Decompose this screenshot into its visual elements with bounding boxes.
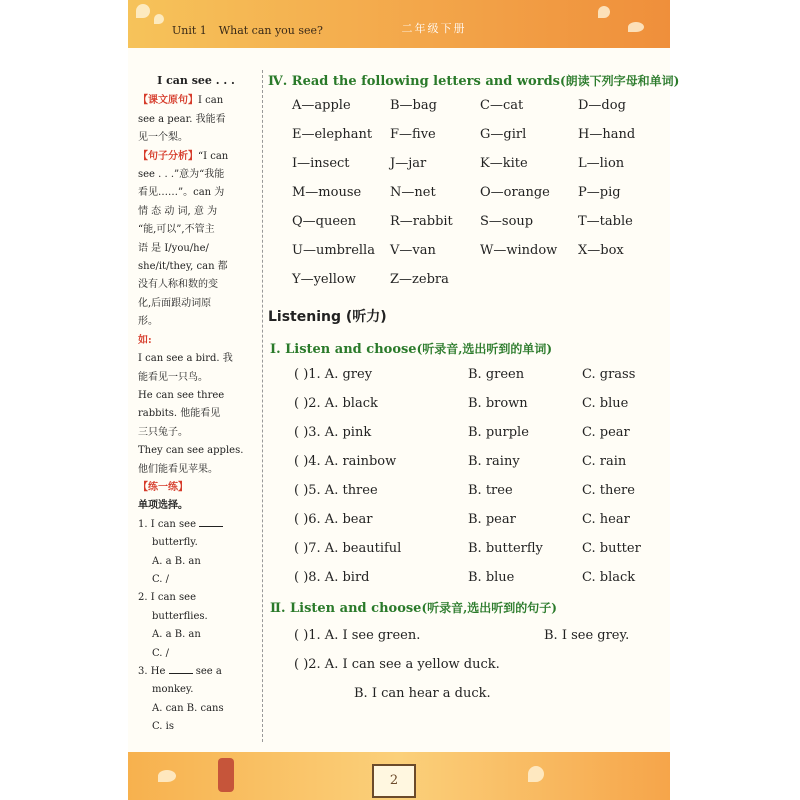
section-2-heading: Ⅱ. Listen and choose: [270, 601, 422, 616]
q1-text-cont: butterfly.: [152, 537, 198, 549]
sidebar-text-run: 三只兔子。: [138, 426, 188, 438]
sidebar-heading: I can see . . .: [157, 74, 235, 87]
page-number: 2: [372, 764, 416, 798]
letter-word: V—van: [390, 243, 436, 258]
listen-question-row: [294, 512, 674, 541]
sidebar-text-run: 语 是 I/you/he/: [138, 242, 209, 254]
section-2-cn: (听录音,选出听到的句子): [421, 601, 557, 615]
practice-title: 单项选择。: [138, 500, 188, 512]
sidebar-text-run: 看见……”。can 为: [138, 187, 225, 199]
answer-option[interactable]: ( )8. A. bird: [294, 570, 370, 585]
q1-text: 1. I can see: [138, 518, 196, 530]
sidebar-notes: [138, 72, 254, 737]
unit-label: [172, 24, 323, 37]
letter-word: X—box: [578, 243, 624, 258]
letter-word: B—bag: [390, 98, 437, 113]
q3-options: A. can B. cans: [152, 702, 224, 714]
sidebar-text-run: 情 态 动 词, 意 为: [138, 205, 218, 217]
sidebar-text-run: 化,后面跟动词原: [138, 297, 212, 309]
question-2-option-a[interactable]: ( )2. A. I can see a yellow duck.: [294, 657, 500, 672]
leaf-icon: [136, 4, 150, 18]
page-header: [128, 0, 670, 48]
listening-heading: Listening: [268, 309, 341, 325]
section-4-title: [268, 72, 679, 89]
answer-option[interactable]: C. pear: [582, 425, 630, 440]
letter-word: U—umbrella: [292, 243, 375, 258]
answer-option[interactable]: C. butter: [582, 541, 641, 556]
letter-word-row: [292, 127, 672, 156]
question-1-option-a[interactable]: ( )1. A. I see green.: [294, 628, 421, 643]
answer-option[interactable]: ( )7. A. beautiful: [294, 541, 402, 556]
answer-blank[interactable]: [169, 663, 193, 674]
letter-word-row: [292, 98, 672, 127]
listening-title: [268, 306, 387, 326]
sidebar-text-run: 他们能看见苹果。: [138, 463, 218, 475]
letter-word: J—jar: [390, 156, 427, 171]
letter-word: A—apple: [292, 98, 351, 113]
leaf-icon: [628, 22, 644, 32]
letter-word-row: [292, 185, 672, 214]
answer-option[interactable]: ( )1. A. grey: [294, 367, 373, 382]
answer-blank[interactable]: [199, 516, 223, 527]
listening-cn: (听力): [345, 309, 387, 325]
answer-option[interactable]: B. brown: [468, 396, 528, 411]
unit-number: Unit 1: [172, 24, 207, 37]
answer-option[interactable]: B. green: [468, 367, 525, 382]
sidebar-text-run: I can see a bird. 我: [138, 353, 233, 365]
answer-option[interactable]: B. butterfly: [468, 541, 543, 556]
q3-text-b: see a: [195, 666, 222, 677]
leaf-icon: [598, 6, 610, 18]
answer-option[interactable]: C. there: [582, 483, 635, 498]
letter-word: R—rabbit: [390, 214, 453, 229]
listen-question-row: [294, 425, 674, 454]
sidebar-text-run: see . . .”意为“我能: [138, 169, 225, 181]
listen-question-row: [294, 483, 674, 512]
practice-q2: 2. I can see: [138, 592, 196, 604]
letter-word: H—hand: [578, 127, 636, 142]
sidebar-label: 【句子分析】: [138, 150, 198, 162]
sidebar-text-run: “能,可以”,不管主: [138, 224, 215, 236]
listen-question-row: [294, 570, 674, 599]
answer-option[interactable]: B. rainy: [468, 454, 520, 469]
practice-q1: [138, 516, 254, 534]
listen-question-row: [294, 454, 674, 483]
q1-option-c: C. /: [152, 573, 170, 585]
sidebar-label: 【练一练】: [138, 481, 188, 493]
sentence-question-2-b: [294, 686, 674, 715]
letter-word: I—insect: [292, 156, 350, 171]
letter-word: N—net: [390, 185, 436, 200]
letter-word: C—cat: [480, 98, 524, 113]
q2-options: A. a B. an: [152, 629, 201, 641]
section-4-heading: Ⅳ. Read the following letters and words: [268, 74, 560, 89]
sidebar-label: 如:: [138, 334, 152, 346]
q3-option-c: C. is: [152, 721, 174, 733]
answer-option[interactable]: ( )2. A. black: [294, 396, 378, 411]
sidebar-text-run: see a pear. 我能看: [138, 113, 226, 125]
scarecrow-icon: [218, 758, 234, 792]
answer-option[interactable]: C. grass: [582, 367, 636, 382]
sidebar-text-run: 没有人称和数的变: [138, 279, 218, 291]
page-footer: [128, 752, 670, 800]
grade-label: 二年级下册: [401, 22, 467, 35]
answer-option[interactable]: C. rain: [582, 454, 627, 469]
section-1-heading: Ⅰ. Listen and choose: [270, 342, 417, 357]
unit-title: What can you see?: [218, 24, 323, 37]
letter-word: E—elephant: [292, 127, 373, 142]
letter-word: T—table: [578, 214, 633, 229]
letter-word: Y—yellow: [292, 272, 356, 287]
column-divider: [262, 70, 263, 742]
leaf-icon: [154, 14, 164, 24]
letter-word-row: [292, 243, 672, 272]
letter-word: O—orange: [480, 185, 550, 200]
leaf-icon: [158, 770, 176, 782]
letter-word: G—girl: [480, 127, 527, 142]
letter-word: W—window: [480, 243, 558, 258]
letter-word: Q—queen: [292, 214, 357, 229]
sidebar-text-run: I can: [198, 95, 224, 107]
q3-text: 3. He: [138, 666, 166, 677]
letter-word: M—mouse: [292, 185, 362, 200]
letter-word-row: [292, 156, 672, 185]
question-2-option-b[interactable]: B. I can hear a duck.: [354, 686, 491, 701]
letter-word: S—soup: [480, 214, 534, 229]
letter-word-row: [292, 272, 672, 301]
leaf-icon: [528, 766, 544, 782]
sidebar-text-run: “I can: [198, 150, 229, 162]
answer-option[interactable]: C. hear: [582, 512, 630, 527]
q3-text-cont: monkey.: [152, 684, 194, 696]
sidebar-text-run: 见一个梨。: [138, 132, 188, 144]
sidebar-text-run: He can see three: [138, 389, 225, 401]
letter-word: K—kite: [480, 156, 528, 171]
letter-word: D—dog: [578, 98, 626, 113]
letter-word-row: [292, 214, 672, 243]
listen-question-row: [294, 367, 674, 396]
sidebar-text-run: They can see apples.: [138, 445, 244, 457]
answer-option[interactable]: ( )6. A. bear: [294, 512, 373, 527]
sidebar-text-run: 能看见一只鸟。: [138, 371, 208, 383]
q1-options: A. a B. an: [152, 555, 201, 567]
sidebar-text: [138, 92, 254, 497]
answer-option[interactable]: ( )3. A. pink: [294, 425, 372, 440]
section-4-cn: (朗读下列字母和单词): [559, 74, 680, 88]
sidebar-text-run: 形。: [138, 316, 158, 328]
answer-option[interactable]: C. blue: [582, 396, 629, 411]
q2-option-c: C. /: [152, 647, 170, 659]
letter-word: P—pig: [578, 185, 621, 200]
sentence-question-2: [294, 657, 674, 686]
section-2-title: [270, 599, 557, 616]
question-1-option-b[interactable]: B. I see grey.: [544, 628, 630, 643]
answer-option[interactable]: B. purple: [468, 425, 529, 440]
q2-text-cont: butterflies.: [152, 610, 208, 622]
answer-option[interactable]: ( )5. A. three: [294, 483, 378, 498]
section-1-cn: (听录音,选出听到的单词): [416, 342, 553, 356]
sidebar-label: 【课文原句】: [138, 95, 198, 107]
answer-option[interactable]: B. tree: [468, 483, 513, 498]
listen-question-row: [294, 396, 674, 425]
section-1-title: [270, 340, 552, 357]
answer-option[interactable]: C. black: [582, 570, 636, 585]
listen-question-row: [294, 541, 674, 570]
sentence-question-1: [294, 628, 674, 657]
letter-word: Z—zebra: [390, 272, 449, 287]
answer-option[interactable]: B. pear: [468, 512, 516, 527]
answer-option[interactable]: B. blue: [468, 570, 515, 585]
practice-q3: [138, 663, 254, 681]
answer-option[interactable]: ( )4. A. rainbow: [294, 454, 397, 469]
letter-word: L—lion: [578, 156, 625, 171]
sidebar-text-run: she/it/they, can 都: [138, 261, 228, 273]
letter-word: F—five: [390, 127, 436, 142]
sidebar-text-run: rabbits. 他能看见: [138, 408, 221, 420]
